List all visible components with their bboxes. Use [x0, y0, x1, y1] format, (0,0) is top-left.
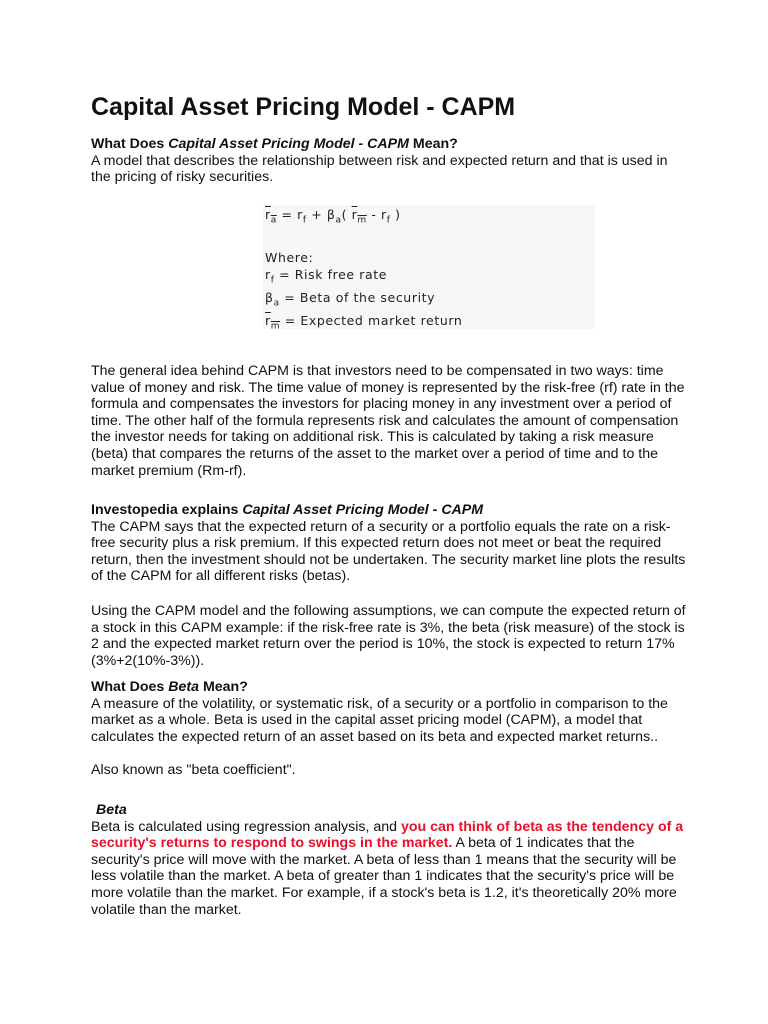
heading-emphasis: Beta [168, 679, 200, 695]
heading-emphasis: Beta [96, 802, 127, 818]
formula-subscript: a [273, 298, 280, 309]
section-text: The general idea behind CAPM is that investors need to be compensated in two ways: time value of money and risk. The time value of money is represented by the risk-free (rf) rate in the formula and compensates the investors for placing money in any investment over a period of time. The other half of the formula represents risk and calculates the amount of compensation the investor needs for taking on additional risk. This is calculated by taking a risk measure (beta) that compares the returns of the asset to the market over a period of time and to the market premium (Rm-rf). [91, 363, 685, 479]
section-beta [91, 802, 691, 918]
formula-operator: ( [341, 207, 352, 222]
formula-symbol-main: r [265, 207, 271, 222]
section-heading [91, 802, 691, 819]
section-capm-meaning [91, 136, 691, 186]
formula-operator: ) [390, 207, 401, 222]
formula-symbol-main: r [351, 207, 358, 222]
body-text: A beta of 1 indicates that the security's price will move with the market. A beta of less than 1 means that the security will be less volatile than the market. A beta of greater than 1 indicates that the security's price will be more volatile than the market. For example, if a stock's beta is 1.2, it's theoretically 20% more volatile than the market. [91, 835, 677, 918]
heading-text: What Does [91, 136, 169, 152]
formula-operator: - [366, 207, 382, 222]
formula-subscript: a [335, 215, 342, 226]
section-general-idea [91, 363, 691, 479]
formula-subscript: f [270, 275, 275, 286]
formula-operator: + [306, 207, 327, 222]
section-text [91, 819, 691, 919]
formula-symbol: β [265, 290, 274, 305]
section-beta-meaning [91, 679, 691, 779]
formula-symbol [265, 207, 277, 226]
section-text: Using the CAPM model and the following assumptions, we can compute the expected return of a stock in this CAPM example: if the risk-free rate is 3%, the beta (risk measure) of the stock is 2 and the expected market return over the period is 10%, the stock is expected to return 17% (3%+2(10%-3%)). [91, 603, 686, 669]
heading-text: What Does [91, 679, 169, 695]
formula-symbol [351, 207, 367, 226]
heading-text: Investopedia explains [91, 502, 243, 518]
formula-equation [265, 207, 401, 226]
formula-symbol: r [381, 207, 387, 222]
formula-def-beta [265, 290, 435, 309]
formula-operator: = [276, 207, 298, 222]
page-title: Capital Asset Pricing Model - CAPM [91, 93, 516, 121]
formula-symbol-main: r [265, 313, 271, 328]
heading-text: Mean? [408, 136, 458, 152]
section-text: The CAPM says that the expected return of a security or a portfolio equals the rate on a risk-free security plus a risk premium. If this expected return does not meet or beat the required return, then the investment should not be undertaken. The security market line plots the results of the CAPM for all different risks (betas). [91, 518, 686, 585]
formula-subscript: a [270, 215, 277, 226]
formula-subscript: m [270, 321, 281, 332]
section-text: A model that describes the relationship between risk and expected return and that is used in the pricing of risky securities. [91, 152, 668, 186]
formula-symbol [265, 313, 281, 332]
formula-subscript: m [357, 215, 367, 226]
heading-emphasis: Capital Asset Pricing Model - CAPM [168, 136, 409, 152]
highlighted-text: you can think of beta as the tendency of a security's returns to respond to swings in the market. [91, 818, 684, 852]
formula-definition: = Risk free rate [274, 267, 388, 282]
formula-symbol: β [326, 207, 336, 222]
section-heading [91, 502, 691, 519]
section-heading [91, 679, 691, 696]
section-heading [91, 136, 691, 153]
formula-subscript: f [386, 215, 391, 226]
capm-formula-image [263, 205, 595, 332]
section-investopedia-explains [91, 502, 691, 585]
section-capm-example [91, 603, 691, 669]
also-known-as: Also known as "beta coefficient". [91, 761, 296, 778]
formula-def-risk-free [265, 267, 387, 286]
formula-where: Where: [265, 250, 314, 265]
formula-symbol: r [265, 267, 271, 282]
heading-text: Mean? [199, 679, 248, 695]
heading-emphasis: Capital Asset Pricing Model - CAPM [242, 502, 484, 518]
formula-definition: = Beta of the security [279, 290, 436, 305]
formula-definition: = Expected market return [280, 313, 463, 328]
section-text: A measure of the volatility, or systematic risk, of a security or a portfolio in comparison to the market as a whole. Beta is used in the capital asset pricing model (CAPM), a model that calculates the expected return of an asset based on its beta and expected market returns.. [91, 695, 668, 745]
formula-def-market-return [265, 313, 462, 332]
body-text: Beta is calculated using regression analysis, and [91, 818, 401, 835]
formula-symbol: r [297, 207, 303, 222]
formula-subscript: f [302, 215, 307, 226]
